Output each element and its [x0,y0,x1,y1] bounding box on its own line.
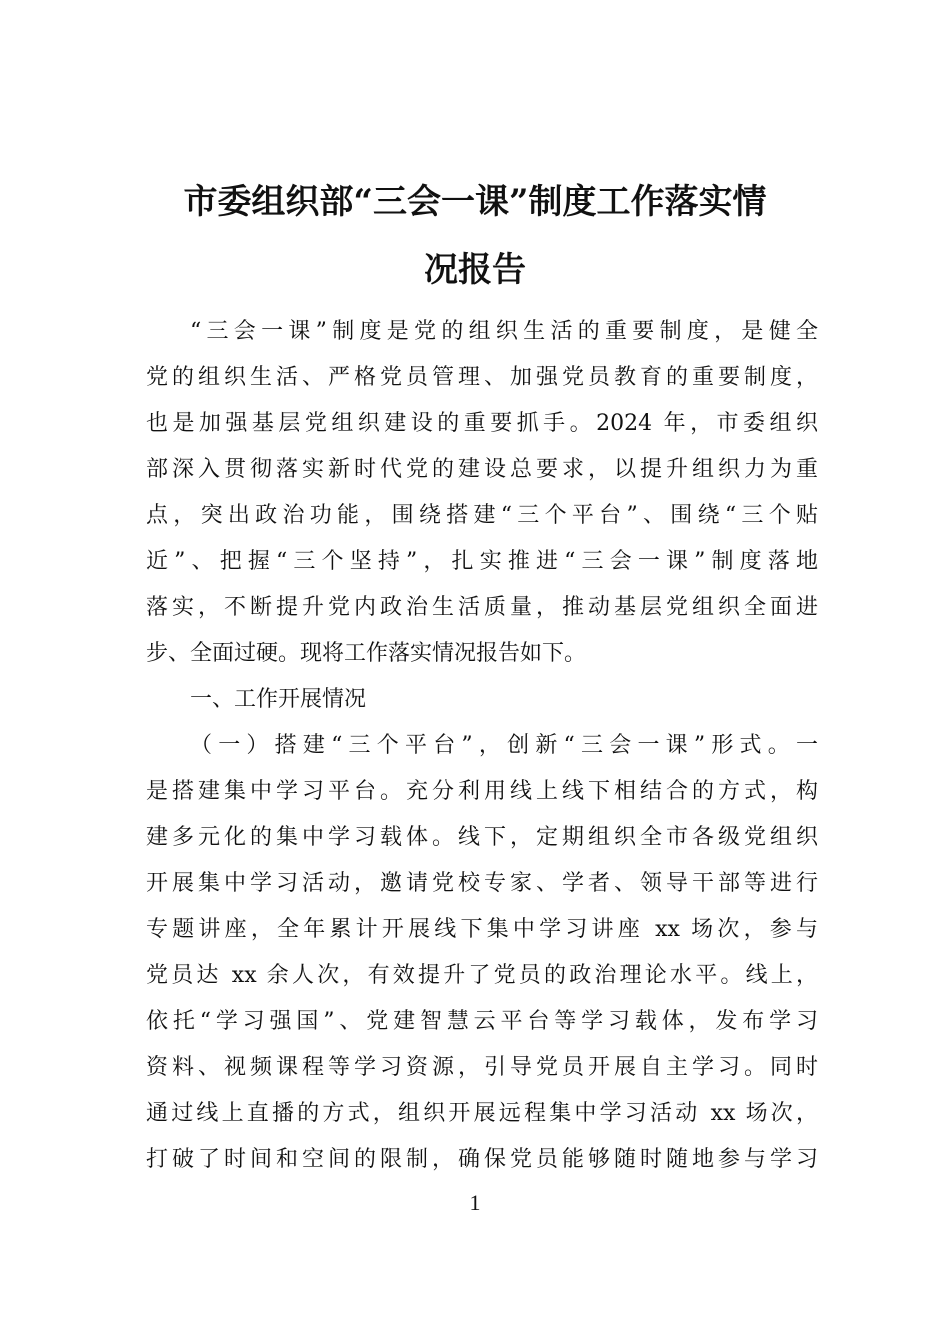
section-paragraph-line: 通过线上直播的方式，组织开展远程集中学习活动 xx 场次， [146,1101,818,1126]
section-paragraph-line: 打破了时间和空间的限制，确保党员能够随时随地参与学习 [146,1147,818,1172]
intro-paragraph-line: 近”、把握“三个坚持”，扎实推进“三会一课”制度落地 [146,549,818,574]
section-paragraph-line: 党员达 xx 余人次，有效提升了党员的政治理论水平。线上， [146,963,818,988]
section-paragraph-line: 专题讲座，全年累计开展线下集中学习讲座 xx 场次，参与 [146,917,818,942]
section-paragraph-line: 开展集中学习活动，邀请党校专家、学者、领导干部等进行 [146,871,818,896]
section-paragraph-line: 资料、视频课程等学习资源，引导党员开展自主学习。同时 [146,1055,818,1080]
intro-paragraph-line: 落实，不断提升党内政治生活质量，推动基层党组织全面进 [146,595,818,620]
intro-paragraph-line: 党的组织生活、严格党员管理、加强党员教育的重要制度， [146,365,818,390]
intro-paragraph-line: “三会一课”制度是党的组织生活的重要制度，是健全 [190,319,818,344]
section-paragraph-line: 依托“学习强国”、党建智慧云平台等学习载体，发布学习 [146,1009,818,1034]
intro-paragraph-line: 也是加强基层党组织建设的重要抓手。2024 年，市委组织 [146,411,818,436]
intro-paragraph-line: 点，突出政治功能，围绕搭建“三个平台”、围绕“三个贴 [146,503,818,528]
section-heading: 一、工作开展情况 [190,687,367,712]
section-paragraph-line: 是搭建集中学习平台。充分利用线上线下相结合的方式，构 [146,779,818,804]
section-paragraph-line: （一）搭建“三个平台”，创新“三会一课”形式。一 [190,733,818,758]
page-number: 1 [469,1190,481,1215]
document-body [146,313,818,1187]
intro-paragraph-line: 部深入贯彻落实新时代党的建设总要求，以提升组织力为重 [146,457,818,482]
section-paragraph-line: 建多元化的集中学习载体。线下，定期组织全市各级党组织 [146,825,818,850]
document-title-line-2: 况报告 [424,250,526,290]
intro-paragraph-line: 步、全面过硬。现将工作落实情况报告如下。 [146,641,587,666]
document-title-line-1: 市委组织部“三会一课”制度工作落实情 [183,182,767,222]
